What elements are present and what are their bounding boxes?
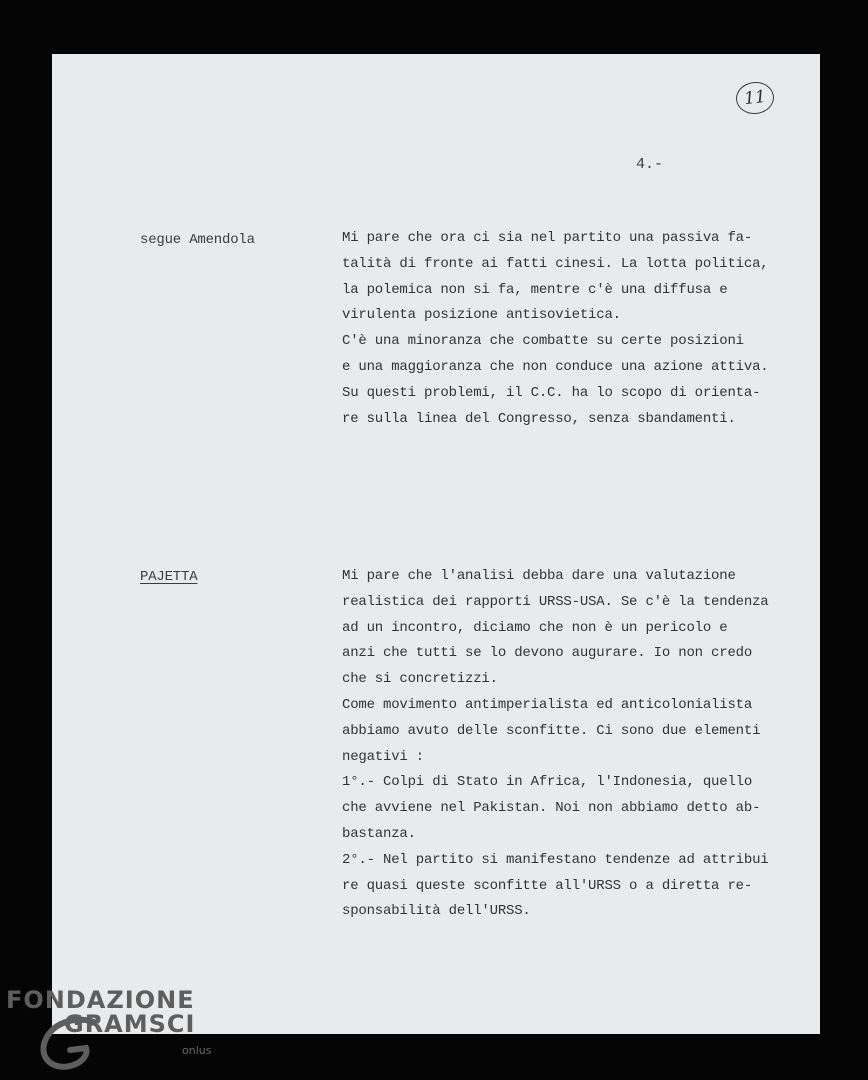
text-line: abbiamo avuto delle sconfitte. Ci sono due elementi xyxy=(342,722,761,739)
text-line: e una maggioranza che non conduce una azione attiva. xyxy=(342,358,769,375)
text-line: sponsabilità dell'URSS. xyxy=(342,903,531,920)
text-line: anzi che tutti se lo devono augurare. Io non credo xyxy=(342,645,753,662)
folio-number-circled: 11 xyxy=(734,80,775,116)
section-text-pajetta xyxy=(342,564,812,925)
section-text-amendola xyxy=(342,226,812,432)
text-line: re sulla linea del Congresso, senza sbandamenti. xyxy=(342,410,736,427)
text-line: C'è una minoranza che combatte su certe posizioni xyxy=(342,333,744,350)
logo-text-fondazione: FONDAZIONE xyxy=(6,986,195,1014)
text-line: Mi pare che ora ci sia nel partito una passiva fa- xyxy=(342,230,753,246)
text-line: 1°.- Colpi di Stato in Africa, l'Indonesia, quello xyxy=(342,774,753,791)
text-line: ad un incontro, diciamo che non è un pericolo e xyxy=(342,619,728,636)
fondazione-gramsci-watermark xyxy=(6,986,212,1057)
speaker-label-amendola: segue Amendola xyxy=(140,232,255,248)
text-line: 2°.- Nel partito si manifestano tendenze ad attribui xyxy=(342,851,769,868)
logo-swoosh-icon xyxy=(36,1014,100,1076)
text-line: talità di fronte ai fatti cinesi. La lotta politica, xyxy=(342,255,769,272)
text-line: la polemica non si fa, mentre c'è una diffusa e xyxy=(342,281,728,298)
text-line: che avviene nel Pakistan. Noi non abbiamo detto ab- xyxy=(342,800,761,817)
text-line: re quasi queste sconfitte all'URSS o a diretta re- xyxy=(342,877,753,894)
text-line: Come movimento antimperialista ed anticolonialista xyxy=(342,696,753,713)
text-line: Mi pare che l'analisi debba dare una valutazione xyxy=(342,568,736,584)
text-line: realistica dei rapporti URSS-USA. Se c'è la tendenza xyxy=(342,593,769,610)
text-line: bastanza. xyxy=(342,825,416,842)
document-page xyxy=(52,54,820,1034)
logo-text-onlus: onlus xyxy=(182,1044,212,1057)
page-number: 4.- xyxy=(636,156,664,173)
text-line: negativi : xyxy=(342,748,425,765)
speaker-label-pajetta: PAJETTA xyxy=(140,569,198,585)
logo-text-gramsci: GRAMSCI xyxy=(64,1010,196,1038)
text-line: virulenta posizione antisovietica. xyxy=(342,307,621,324)
text-line: Su questi problemi, il C.C. ha lo scopo di orienta- xyxy=(342,384,761,401)
text-line: che si concretizzi. xyxy=(342,671,498,688)
